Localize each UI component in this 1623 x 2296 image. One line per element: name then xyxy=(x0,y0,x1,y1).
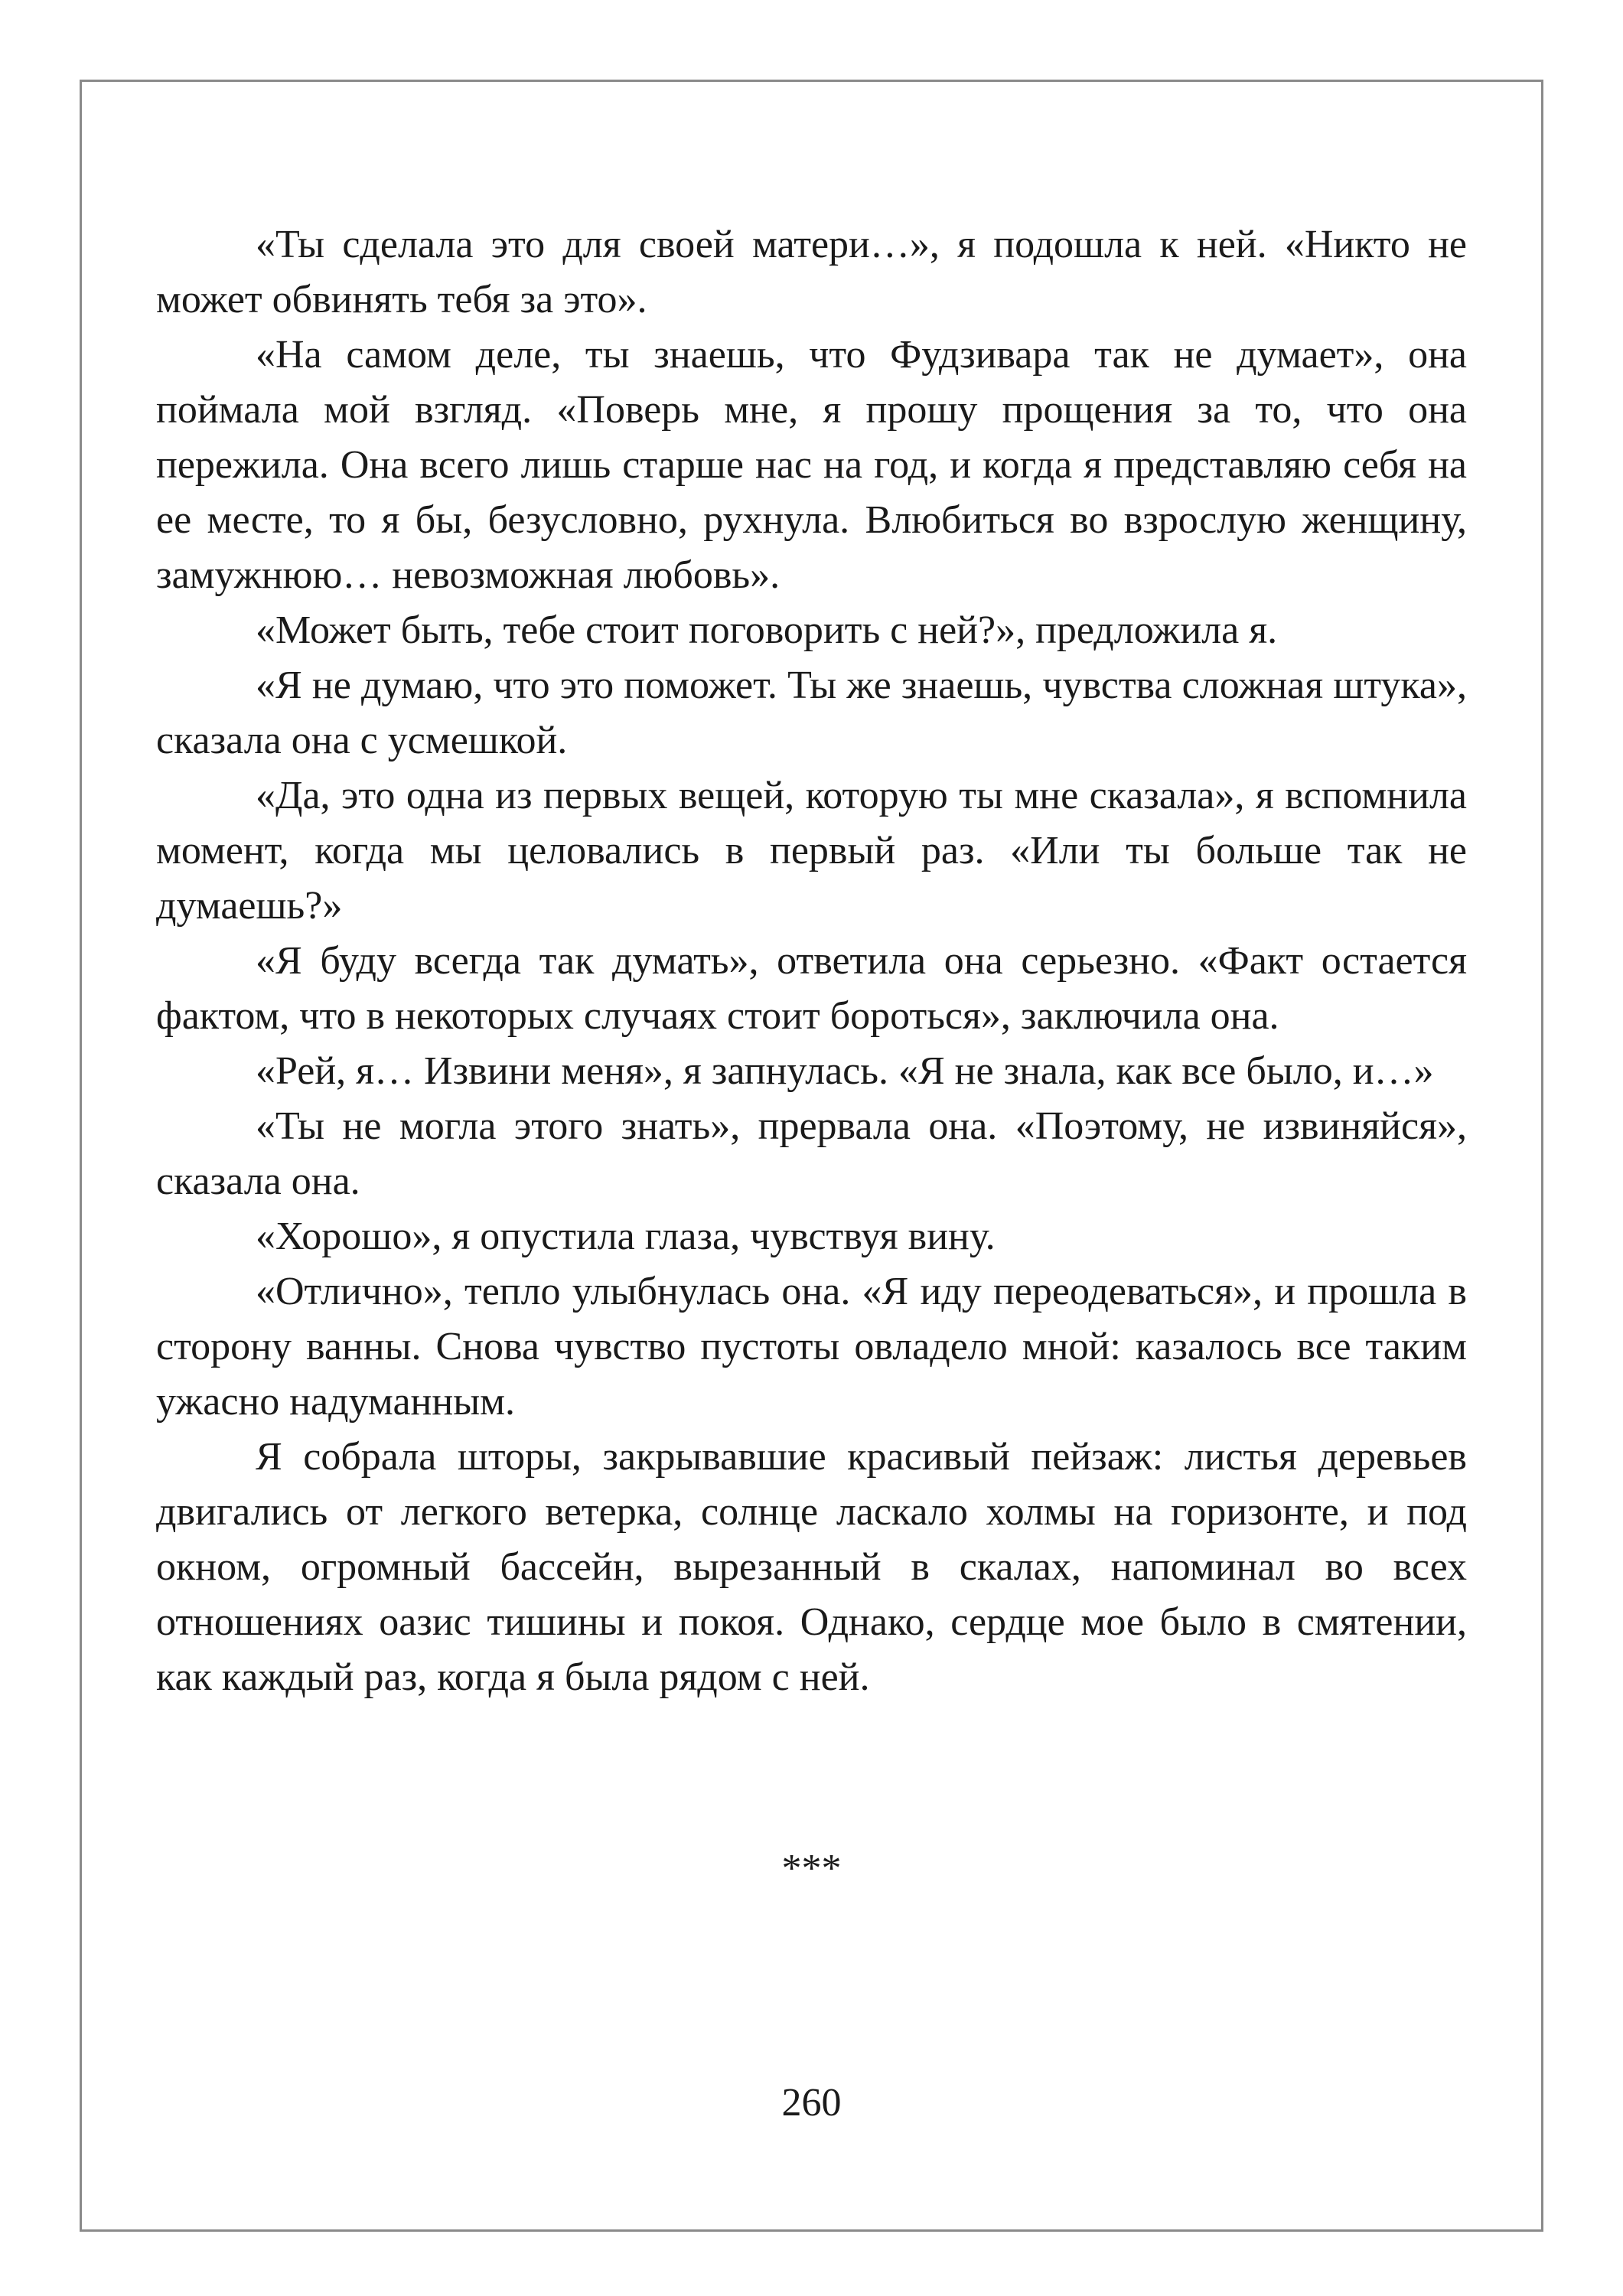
paragraph-11: Я собрала шторы, закрывавшие красивый пейзаж: листья деревьев двигались от легкого ветерка, солнце ласкало холмы на горизонте, и под окном, огромный бассейн, вырезанный в скалах, напоминал во всех отношениях оазис тишины и покоя. Однако, сердце мое было в смятении, как каждый раз, когда я была рядом с ней. xyxy=(156,1435,1467,1699)
paragraph-2: «На самом деле, ты знаешь, что Фудзивара так не думает», она поймала мой взгляд. «Поверь мне, я прошу прощения за то, что она пережила. Она всего лишь старше нас на год, и когда я представляю себя на ее месте, то я бы, безусловно, рухнула. Влюбиться во взрослую женщину, замужнюю… невозможная любовь». xyxy=(156,333,1467,597)
paragraph-1: «Ты сделала это для своей матери…», я подошла к ней. «Никто не может обвинять тебя за это». xyxy=(156,223,1467,321)
paragraph-6: «Я буду всегда так думать», ответила она серьезно. «Факт остается фактом, что в некоторых случаях стоит бороться», заключила она. xyxy=(156,939,1467,1038)
section-separator: *** xyxy=(781,1847,842,1890)
paragraph-8: «Ты не могла этого знать», прервала она. «Поэтому, не извиняйся», сказала она. xyxy=(156,1104,1467,1203)
paragraph-4: «Я не думаю, что это поможет. Ты же знаешь, чувства сложная штука», сказала она с усмешкой. xyxy=(156,664,1467,762)
body-text xyxy=(156,217,1467,1705)
paragraph-10: «Отлично», тепло улыбнулась она. «Я иду переодеваться», и прошла в сторону ванны. Снова чувство пустоты овладело мной: казалось все таким ужасно надуманным. xyxy=(156,1270,1467,1424)
paragraph-9: «Хорошо», я опустила глаза, чувствуя вину. xyxy=(256,1215,996,1258)
page-number: 260 xyxy=(781,2081,842,2125)
paragraph-5: «Да, это одна из первых вещей, которую ты мне сказала», я вспомнила момент, когда мы целовались в первый раз. «Или ты больше так не думаешь?» xyxy=(156,774,1467,928)
paragraph-7: «Рей, я… Извини меня», я запнулась. «Я не знала, как все было, и…» xyxy=(256,1049,1434,1093)
paragraph-3: «Может быть, тебе стоит поговорить с ней?», предложила я. xyxy=(256,608,1278,652)
